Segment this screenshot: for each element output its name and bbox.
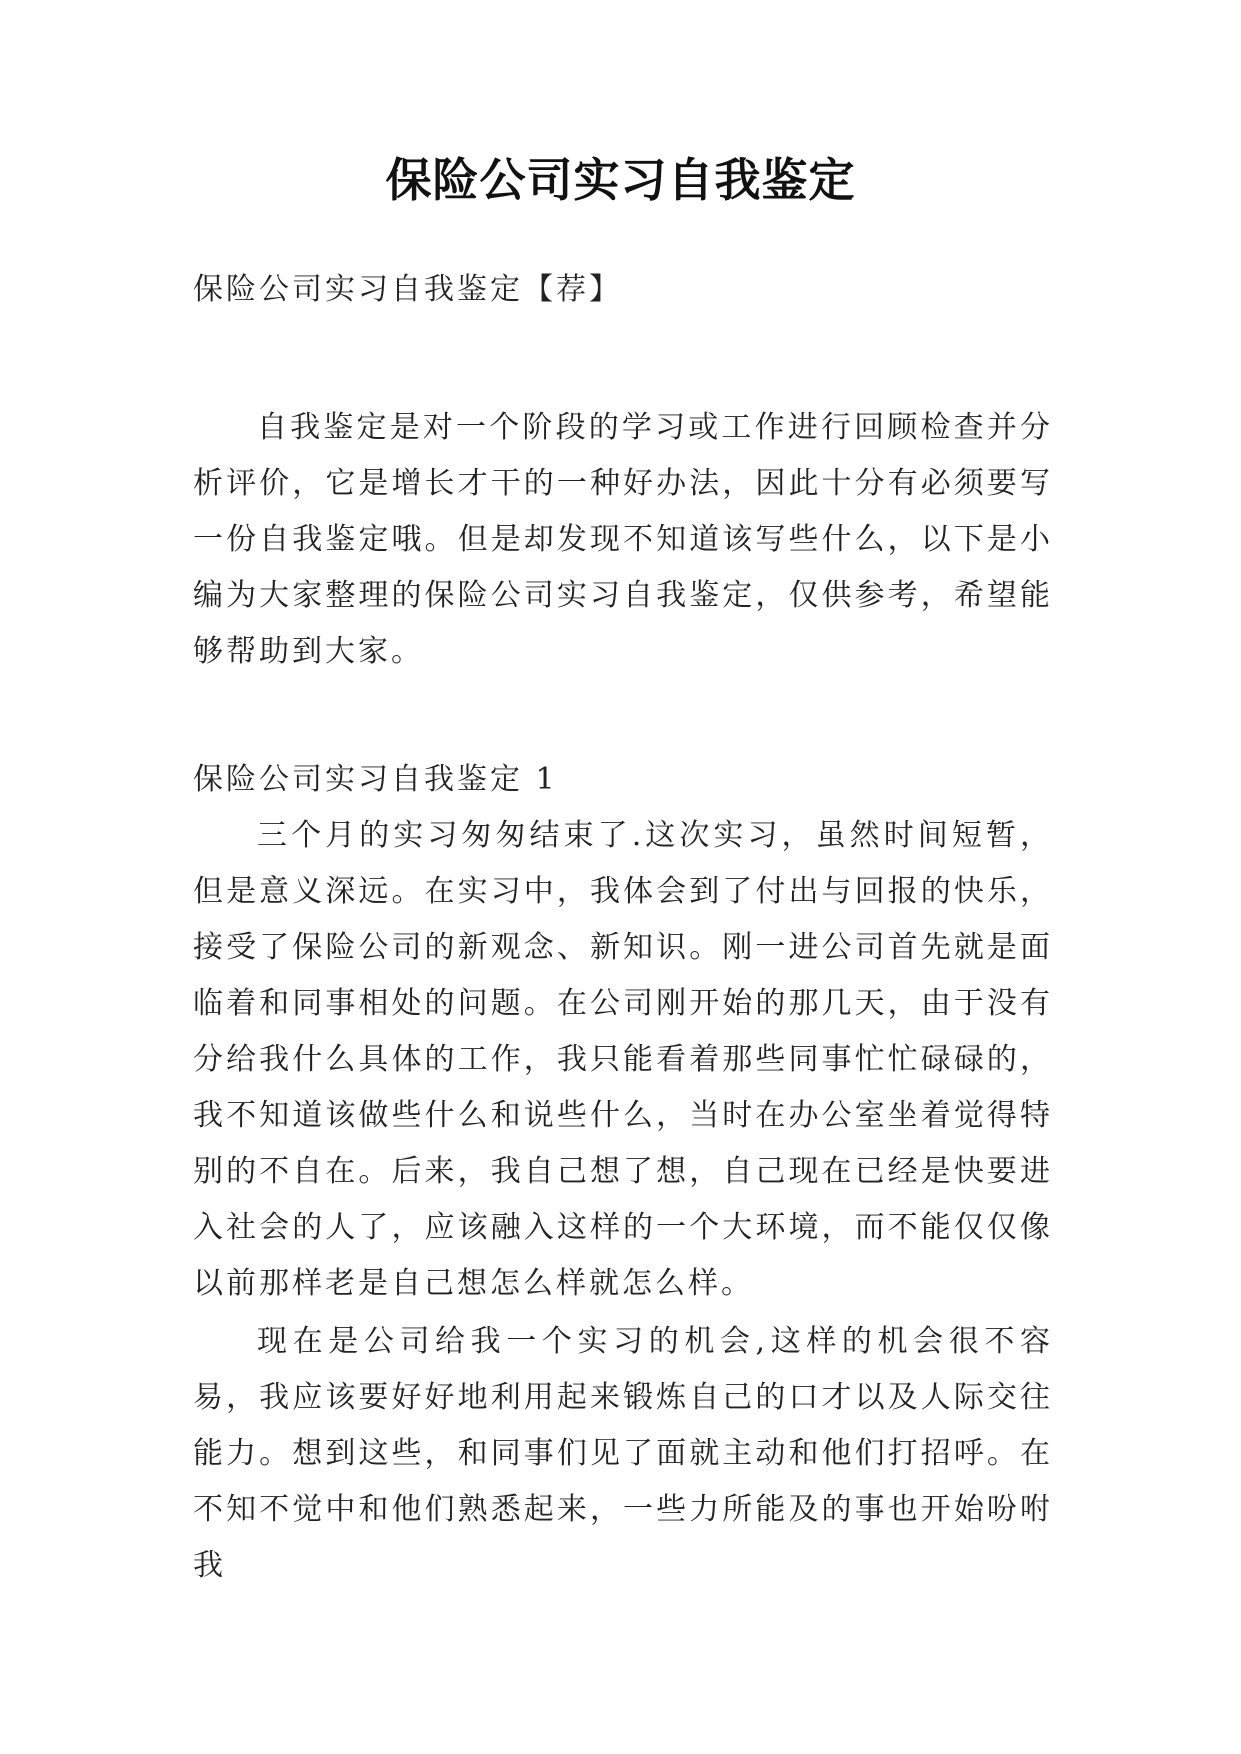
document-title: 保险公司实习自我鉴定 [385, 153, 856, 207]
document-subtitle: 保险公司实习自我鉴定【荐】 [193, 272, 622, 307]
section-heading: 保险公司实习自我鉴定 1 [193, 762, 558, 797]
body-paragraph-1: 三个月的实习匆匆结束了.这次实习，虽然时间短暂，但是意义深远。在实习中，我体会到了付出与回报的快乐，接受了保险公司的新观念、新知识。刚一进公司首先就是面临着和同事相处的问题。在公司刚开始的那几天，由于没有分给我什么具体的工作，我只能看着那些同事忙忙碌碌的，我不知道该做些什么和说些什么，当时在办公室坐着觉得特别的不自在。后来，我自己想了想，自己现在已经是快要进入社会的人了，应该融入这样的一个大环境，而不能仅仅像以前那样老是自己想怎么样就怎么样。 [193, 818, 1053, 1301]
intro-paragraph: 自我鉴定是对一个阶段的学习或工作进行回顾检查并分析评价，它是增长才干的一种好办法，因此十分有必须要写一份自我鉴定哦。但是却发现不知道该写些什么，以下是小编为大家整理的保险公司实习自我鉴定，仅供参考，希望能够帮助到大家。 [193, 410, 1053, 669]
body-paragraph-2: 现在是公司给我一个实习的机会,这样的机会很不容易，我应该要好好地利用起来锻炼自己的口才以及人际交往能力。想到这些，和同事们见了面就主动和他们打招呼。在不知不觉中和他们熟悉起来，一些力所能及的事也开始吩咐我 [193, 1324, 1053, 1583]
